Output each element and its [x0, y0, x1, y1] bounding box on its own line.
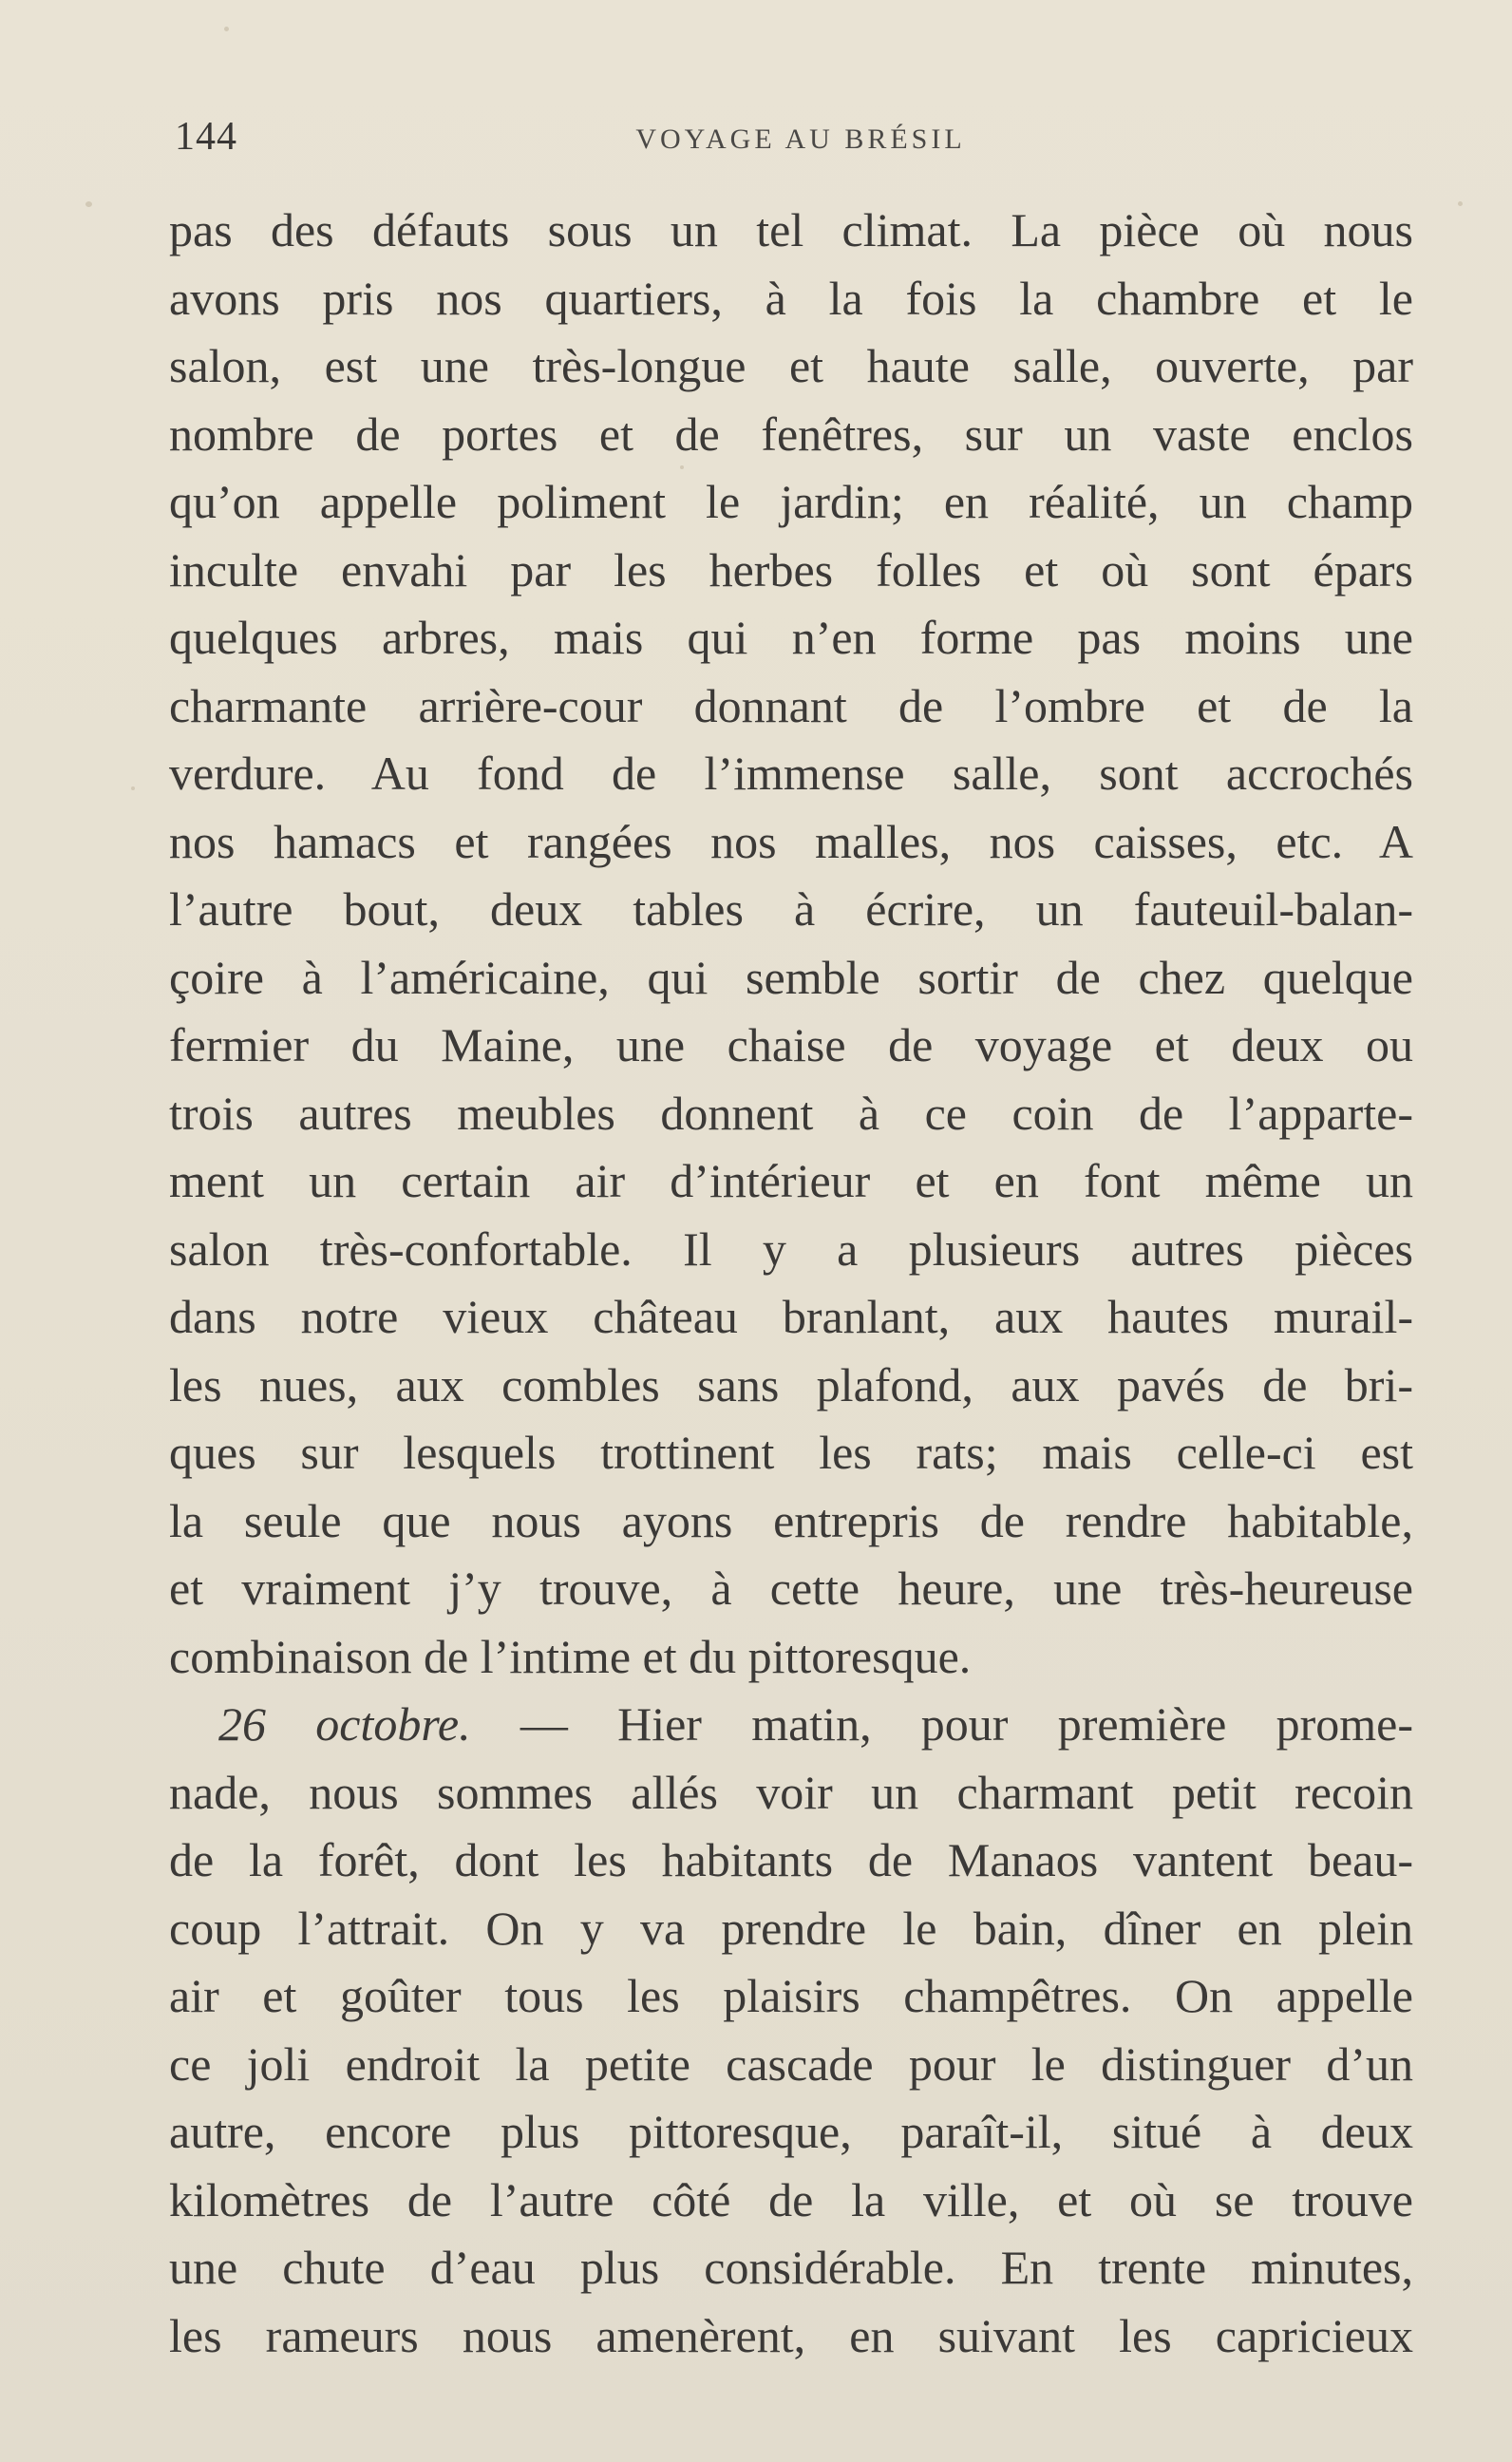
text-line: coup l’attrait. On y va prendre le bain, dîner en plein — [169, 1901, 1413, 1955]
text-line: la seule que nous ayons entrepris de rendre habitable, — [169, 1493, 1413, 1547]
text-line: inculte envahi par les herbes folles et où sont épars — [169, 542, 1413, 597]
running-title: VOYAGE AU BRÉSIL — [635, 123, 966, 155]
text-line: quelques arbres, mais qui n’en forme pas moins une — [169, 611, 1413, 664]
text-line: nos hamacs et rangées nos malles, nos caisses, etc. A — [169, 814, 1413, 868]
text-line: qu’on appelle poliment le jardin; en réalité, un champ — [169, 475, 1413, 528]
paragraph-last-line: combinaison de l’intime et du pittoresque. — [169, 1629, 972, 1683]
page-header — [169, 114, 1413, 167]
paper-speck — [131, 786, 135, 790]
text-line: charmante arrière-cour donnant de l’ombre et de la — [169, 678, 1413, 732]
text-line: trois autres meubles donnent à ce coin de l’apparte- — [169, 1086, 1413, 1140]
text-line: nade, nous sommes allés voir un charmant petit recoin — [169, 1765, 1413, 1819]
paper-speck — [85, 201, 92, 207]
text-line: l’autre bout, deux tables à écrire, un fauteuil-balan- — [169, 882, 1413, 936]
text-line: une chute d’eau plus considérable. En trente minutes, — [169, 2241, 1413, 2294]
page-number: 144 — [175, 115, 237, 159]
text-line: salon très-confortable. Il y a plusieurs autres pièces — [169, 1222, 1413, 1276]
text-line: avons pris nos quartiers, à la fois la chambre et le — [169, 271, 1413, 325]
text-line: air et goûter tous les plaisirs champêtres. On appelle — [169, 1969, 1413, 2022]
text-line: et vraiment j’y trouve, à cette heure, une très-heureuse — [169, 1562, 1413, 1615]
text-line: nombre de portes et de fenêtres, sur un vaste enclos — [169, 407, 1413, 461]
text-line: de la forêt, dont les habitants de Manaos vantent beau- — [169, 1833, 1413, 1886]
text-line: çoire à l’américaine, qui semble sortir de chez quelque — [169, 950, 1413, 1004]
text-line: ce joli endroit la petite cascade pour le distinguer d’un — [169, 2036, 1413, 2091]
text-line: ment un certain air d’intérieur et en font même un — [169, 1154, 1413, 1207]
body-text — [169, 197, 1413, 2370]
paragraph-start-line — [169, 1691, 1413, 1759]
text-line: verdure. Au fond de l’immense salle, sont accrochés — [169, 747, 1413, 800]
text-line: ques sur lesquels trottinent les rats; mais celle-ci est — [169, 1426, 1413, 1479]
diary-date: 26 octobre. — [218, 1697, 471, 1751]
text-line: salon, est une très-longue et haute salle, ouverte, par — [169, 339, 1413, 392]
text-line: kilomètres de l’autre côté de la ville, et où se trouve — [169, 2172, 1413, 2226]
text-line: fermier du Maine, une chaise de voyage et deux ou — [169, 1018, 1413, 1071]
paper-speck — [224, 27, 229, 31]
text-line-rest: — Hier matin, pour première prome- — [470, 1697, 1413, 1751]
paper-speck — [1458, 201, 1463, 206]
text-line: dans notre vieux château branlant, aux hautes murail- — [169, 1290, 1413, 1343]
text-line: pas des défauts sous un tel climat. La pièce où nous — [169, 203, 1413, 256]
text-line: les nues, aux combles sans plafond, aux pavés de bri- — [169, 1357, 1413, 1411]
text-line: autre, encore plus pittoresque, paraît-il, situé à deux — [169, 2105, 1413, 2158]
text-line: les rameurs nous amenèrent, en suivant les capricieux — [169, 2308, 1413, 2362]
